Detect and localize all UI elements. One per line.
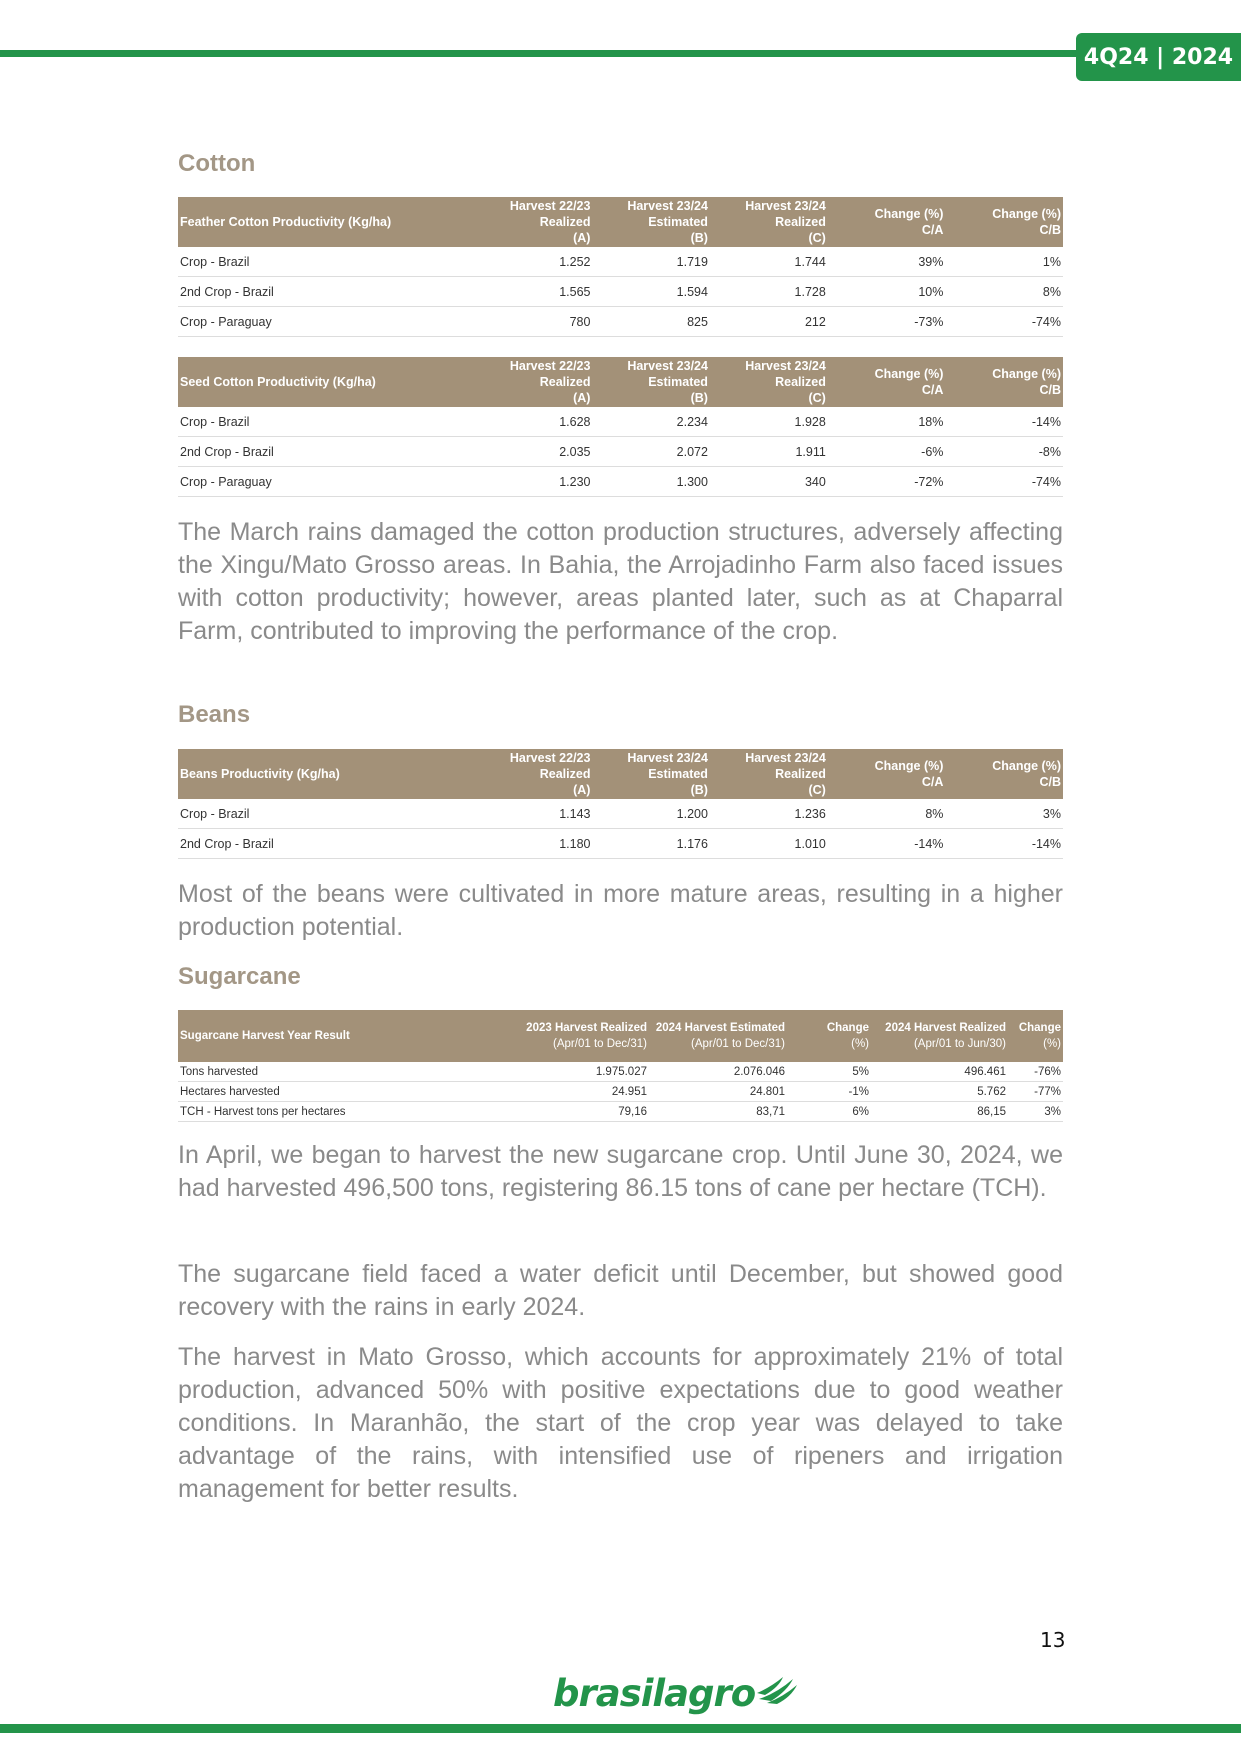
- table-cell: 24.951: [515, 1082, 649, 1102]
- table-cell: 1.230: [475, 467, 593, 497]
- table-cell: 3%: [945, 799, 1063, 829]
- table-cell: -72%: [828, 467, 946, 497]
- row-label: Crop - Brazil: [178, 407, 475, 437]
- column-header: 2023 Harvest Realized (Apr/01 to Dec/31): [515, 1010, 649, 1062]
- table-cell: 86,15: [871, 1102, 1008, 1122]
- column-header: Sugarcane Harvest Year Result: [178, 1010, 515, 1062]
- table-cell: 1.176: [592, 829, 709, 859]
- table-cell: 1.728: [710, 277, 828, 307]
- cotton-title: Cotton: [178, 150, 256, 177]
- column-header: Change (%) C/B: [945, 749, 1063, 799]
- row-label: Crop - Paraguay: [178, 307, 475, 337]
- table-cell: 1.300: [592, 467, 709, 497]
- table-row: [178, 1082, 1063, 1102]
- column-header: Harvest 23/24 Realized (C): [710, 357, 828, 407]
- table-cell: 1.594: [592, 277, 709, 307]
- column-header: Harvest 23/24 Estimated (B): [592, 749, 709, 799]
- beans-title: Beans: [178, 701, 251, 728]
- table-cell: -74%: [945, 307, 1063, 337]
- column-header: Harvest 22/23 Realized (A): [475, 749, 593, 799]
- footer-rule: [0, 1724, 1241, 1733]
- column-header: Seed Cotton Productivity (Kg/ha): [178, 357, 475, 407]
- table-cell: 5.762: [871, 1082, 1008, 1102]
- table-cell: 2.072: [592, 437, 709, 467]
- row-label: TCH - Harvest tons per hectares: [178, 1102, 515, 1122]
- table-cell: 83,71: [649, 1102, 787, 1122]
- table-cell: -14%: [945, 829, 1063, 859]
- table-cell: 24.801: [649, 1082, 787, 1102]
- table-header-row: [178, 357, 1063, 407]
- table-cell: 1.744: [710, 247, 828, 277]
- beans-table: [178, 749, 1063, 859]
- row-label: Crop - Brazil: [178, 799, 475, 829]
- table-row: [178, 1102, 1063, 1122]
- table-cell: -14%: [828, 829, 946, 859]
- table-cell: 2.234: [592, 407, 709, 437]
- column-header: 2024 Harvest Estimated (Apr/01 to Dec/31): [649, 1010, 787, 1062]
- beans-paragraph: Most of the beans were cultivated in more mature areas, resulting in a higher production potential.: [178, 880, 1063, 941]
- column-header: Harvest 23/24 Realized (C): [710, 749, 828, 799]
- table-row: [178, 1062, 1063, 1082]
- row-label: Hectares harvested: [178, 1082, 515, 1102]
- table-cell: -74%: [945, 467, 1063, 497]
- table-cell: -6%: [828, 437, 946, 467]
- table-row: [178, 799, 1063, 829]
- column-header: Change (%) C/A: [828, 357, 946, 407]
- table-cell: 1.143: [475, 799, 593, 829]
- table-cell: 825: [592, 307, 709, 337]
- table-cell: -8%: [945, 437, 1063, 467]
- sugarcane-table: [178, 1010, 1063, 1122]
- table-cell: 1.628: [475, 407, 593, 437]
- cotton-paragraph: The March rains damaged the cotton production structures, adversely affecting the Xingu/Mato Grosso areas. In Bahia, the Arrojadinho Farm also faced issues with cotton productivity; however, areas planted later, such as at Chaparral Farm, contributed to improving the performance of the crop.: [178, 518, 1063, 645]
- brasilagro-logo: [553, 1672, 799, 1715]
- table-cell: 1.928: [710, 407, 828, 437]
- table-cell: 6%: [787, 1102, 871, 1122]
- row-label: Tons harvested: [178, 1062, 515, 1082]
- seed-cotton-table: [178, 357, 1063, 497]
- row-label: Crop - Paraguay: [178, 467, 475, 497]
- table-header-row: [178, 1010, 1063, 1062]
- column-header: Change (%) C/B: [945, 357, 1063, 407]
- table-cell: 496.461: [871, 1062, 1008, 1082]
- column-header: Change (%) C/B: [945, 197, 1063, 247]
- column-header: Change (%): [787, 1010, 871, 1062]
- table-cell: -14%: [945, 407, 1063, 437]
- column-header: Harvest 23/24 Estimated (B): [592, 197, 709, 247]
- table-cell: 1.200: [592, 799, 709, 829]
- table-cell: 79,16: [515, 1102, 649, 1122]
- table-cell: -1%: [787, 1082, 871, 1102]
- table-cell: 1.975.027: [515, 1062, 649, 1082]
- table-cell: 340: [710, 467, 828, 497]
- column-header: Change (%) C/A: [828, 197, 946, 247]
- feather-cotton-table: [178, 197, 1063, 337]
- table-cell: 780: [475, 307, 593, 337]
- column-header: 2024 Harvest Realized (Apr/01 to Jun/30): [871, 1010, 1008, 1062]
- column-header: Harvest 22/23 Realized (A): [475, 197, 593, 247]
- table-cell: 1.911: [710, 437, 828, 467]
- table-cell: 1.719: [592, 247, 709, 277]
- table-cell: 1.565: [475, 277, 593, 307]
- table-cell: 2.035: [475, 437, 593, 467]
- table-cell: 1%: [945, 247, 1063, 277]
- table-cell: -76%: [1008, 1062, 1063, 1082]
- column-header: Change (%) C/A: [828, 749, 946, 799]
- table-cell: 18%: [828, 407, 946, 437]
- table-row: [178, 407, 1063, 437]
- table-row: [178, 467, 1063, 497]
- column-header: Harvest 23/24 Realized (C): [710, 197, 828, 247]
- table-row: [178, 829, 1063, 859]
- table-row: [178, 277, 1063, 307]
- table-header-row: [178, 197, 1063, 247]
- table-row: [178, 437, 1063, 467]
- row-label: Crop - Brazil: [178, 247, 475, 277]
- sugarcane-title: Sugarcane: [178, 963, 301, 990]
- page-number: 13: [1040, 1628, 1066, 1652]
- table-cell: 212: [710, 307, 828, 337]
- table-cell: 8%: [945, 277, 1063, 307]
- table-cell: -77%: [1008, 1082, 1063, 1102]
- logo-swoosh-icon: [757, 1675, 799, 1705]
- table-row: [178, 247, 1063, 277]
- sugarcane-paragraph-1: In April, we began to harvest the new sugarcane crop. Until June 30, 2024, we had harvested 496,500 tons, registering 86.15 tons of cane per hectare (TCH).: [178, 1141, 1063, 1202]
- table-cell: 39%: [828, 247, 946, 277]
- sugarcane-paragraph-2: The sugarcane field faced a water deficit until December, but showed good recovery with the rains in early 2024.: [178, 1260, 1063, 1321]
- column-header: Change (%): [1008, 1010, 1063, 1062]
- row-label: 2nd Crop - Brazil: [178, 437, 475, 467]
- table-cell: 1.236: [710, 799, 828, 829]
- row-label: 2nd Crop - Brazil: [178, 277, 475, 307]
- period-badge: 4Q24 | 2024: [1076, 33, 1241, 81]
- table-row: [178, 307, 1063, 337]
- table-cell: 1.010: [710, 829, 828, 859]
- column-header: Beans Productivity (Kg/ha): [178, 749, 475, 799]
- table-cell: 8%: [828, 799, 946, 829]
- table-cell: 1.180: [475, 829, 593, 859]
- sugarcane-paragraph-3: The harvest in Mato Grosso, which accounts for approximately 21% of total production, advanced 50% with positive expectations due to good weather conditions. In Maranhão, the start of the crop year was delayed to take advantage of the rains, with intensified use of ripeners and irrigation management for better results.: [178, 1343, 1063, 1503]
- table-cell: 5%: [787, 1062, 871, 1082]
- logo-wordmark: brasilagro: [553, 1672, 756, 1715]
- row-label: 2nd Crop - Brazil: [178, 829, 475, 859]
- column-header: Harvest 23/24 Estimated (B): [592, 357, 709, 407]
- table-cell: 10%: [828, 277, 946, 307]
- table-cell: 3%: [1008, 1102, 1063, 1122]
- column-header: Harvest 22/23 Realized (A): [475, 357, 593, 407]
- table-cell: 1.252: [475, 247, 593, 277]
- table-header-row: [178, 749, 1063, 799]
- header-rule: [0, 50, 1090, 57]
- column-header: Feather Cotton Productivity (Kg/ha): [178, 197, 475, 247]
- table-cell: 2.076.046: [649, 1062, 787, 1082]
- table-cell: -73%: [828, 307, 946, 337]
